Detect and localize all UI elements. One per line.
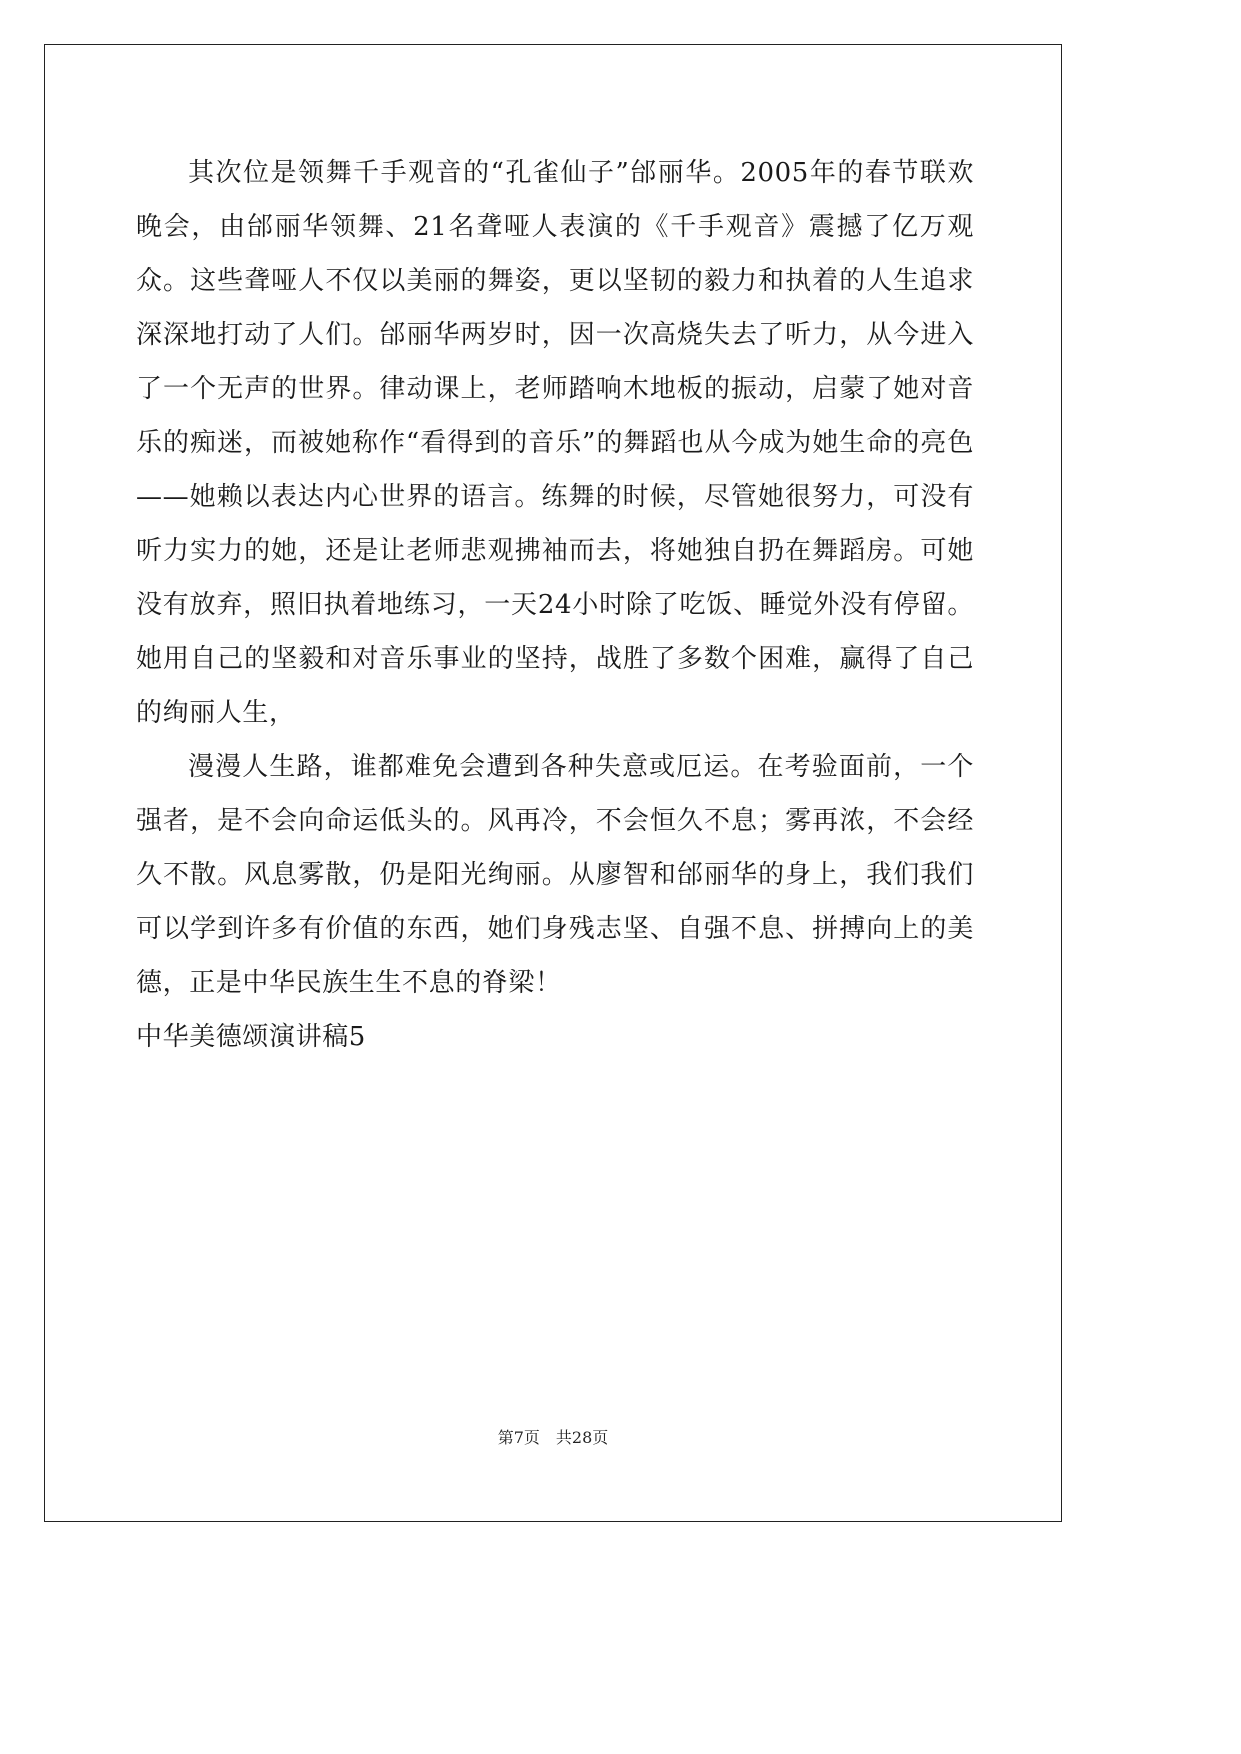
page-number-footer <box>0 1428 1106 1448</box>
paragraph-2: 漫漫人生路，谁都难免会遭到各种失意或厄运。在考验面前，一个强者，是不会向命运低头的。风再冷，不会恒久不息；雾再浓，不会经久不散。风息雾散，仍是阳光绚丽。从廖智和邰丽华的身上，我们我们可以学到许多有价值的东西，她们身残志坚、自强不息、拼搏向上的美德，正是中华民族生生不息的脊梁！ <box>136 752 974 998</box>
paragraph-1: 其次位是领舞千手观音的“孔雀仙子”邰丽华。2005年的春节联欢晚会，由邰丽华领舞、21名聋哑人表演的《千手观音》震撼了亿万观众。这些聋哑人不仅以美丽的舞姿，更以坚韧的毅力和执着的人生追求深深地打动了人们。邰丽华两岁时，因一次高烧失去了听力，从今进入了一个无声的世界。律动课上，老师踏响木地板的振动，启蒙了她对音乐的痴迷，而被她称作“看得到的音乐”的舞蹈也从今成为她生命的亮色——她赖以表达内心世界的语言。练舞的时候，尽管她很努力，可没有听力实力的她，还是让老师悲观拂袖而去，将她独自扔在舞蹈房。可她没有放弃，照旧执着地练习，一天24小时除了吃饭、睡觉外没有停留。她用自己的坚毅和对音乐事业的坚持，战胜了多数个困难，赢得了自己的绚丽人生， <box>136 158 974 728</box>
page-number-label: 第7页 共28页 <box>497 1428 609 1447</box>
section-heading: 中华美德颂演讲稿5 <box>136 1022 366 1052</box>
document-body <box>136 146 974 1064</box>
